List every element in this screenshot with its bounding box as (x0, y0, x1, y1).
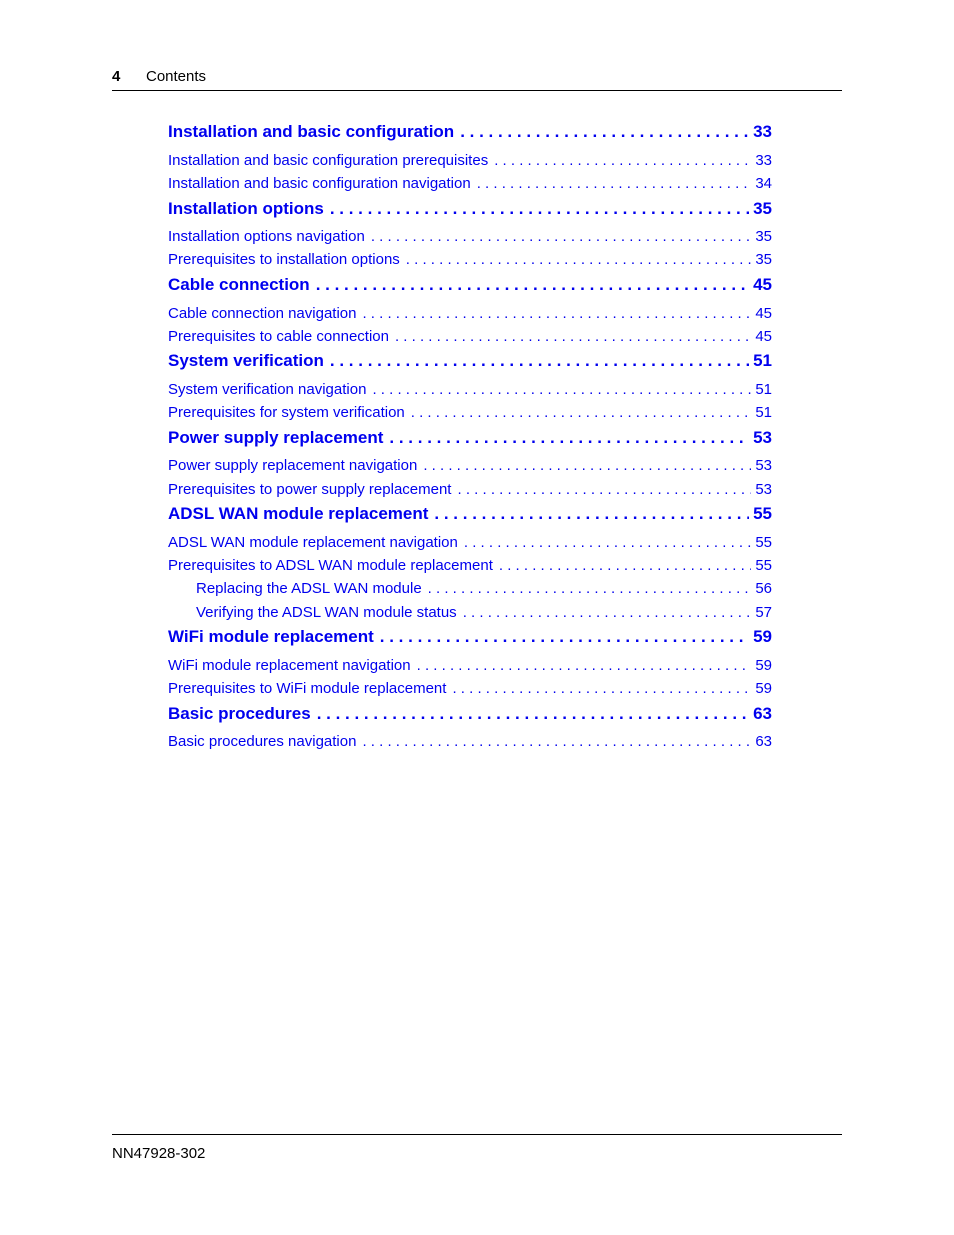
toc-page-number: 55 (753, 504, 772, 523)
toc-section-link[interactable] (168, 328, 772, 345)
toc-section-link[interactable] (168, 381, 772, 398)
toc-entry-title: WiFi module replacement navigation (168, 657, 411, 674)
toc-section-link[interactable] (196, 604, 772, 621)
toc-chapter-link[interactable] (168, 275, 772, 295)
toc-entry-title: Power supply replacement (168, 428, 384, 447)
toc-entry-title: Installation and basic configuration navigation (168, 175, 471, 192)
toc-page-number: 53 (755, 457, 772, 474)
toc-entry-title: ADSL WAN module replacement (168, 504, 429, 523)
toc-entry-title: Basic procedures navigation (168, 733, 357, 750)
dot-leader (371, 228, 752, 245)
toc-page-number: 33 (753, 122, 772, 141)
dot-leader (317, 704, 749, 724)
toc-page-number: 59 (755, 657, 772, 674)
toc-page-number: 53 (755, 481, 772, 498)
toc-section-link[interactable] (196, 580, 772, 597)
toc-page-number: 35 (753, 199, 772, 218)
toc-entry-title: Cable connection navigation (168, 305, 357, 322)
toc-section-link[interactable] (168, 251, 772, 268)
toc-entry-title: System verification (168, 351, 324, 370)
toc-entry-title: Prerequisites for system verification (168, 404, 405, 421)
toc-page-number: 34 (755, 175, 772, 192)
toc-entry-title: Prerequisites to ADSL WAN module replacement (168, 557, 493, 574)
toc-page-number: 59 (753, 627, 772, 646)
toc-section-link[interactable] (168, 404, 772, 421)
toc-page-number: 51 (753, 351, 772, 370)
toc-page-number: 33 (755, 152, 772, 169)
dot-leader (428, 580, 752, 597)
page-number: 4 (112, 68, 121, 85)
toc-entry-title: Installation and basic configuration prerequisites (168, 152, 489, 169)
dot-leader (457, 481, 751, 498)
dot-leader (460, 122, 749, 142)
toc-entry-title: System verification navigation (168, 381, 367, 398)
toc-section-link[interactable] (168, 152, 772, 169)
dot-leader (434, 504, 749, 524)
toc-entry-title: ADSL WAN module replacement navigation (168, 534, 458, 551)
dot-leader (499, 557, 751, 574)
toc-page-number: 35 (755, 251, 772, 268)
toc-chapter-link[interactable] (168, 627, 772, 647)
dot-leader (380, 627, 749, 647)
toc-chapter-link[interactable] (168, 428, 772, 448)
toc-page-number: 63 (753, 704, 772, 723)
toc-entry-title: Prerequisites to installation options (168, 251, 400, 268)
dot-leader (411, 404, 752, 421)
dot-leader (316, 275, 749, 295)
toc-section-link[interactable] (168, 534, 772, 551)
toc-entry-title: Basic procedures (168, 704, 311, 723)
toc-entry-title: WiFi module replacement (168, 627, 374, 646)
toc-section-link[interactable] (168, 305, 772, 322)
toc-page-number: 56 (755, 580, 772, 597)
toc-entry-title: Installation and basic configuration (168, 122, 455, 141)
toc-entry-title: Cable connection (168, 275, 310, 294)
toc-entry-title: Prerequisites to WiFi module replacement (168, 680, 447, 697)
dot-leader (406, 251, 752, 268)
toc-chapter-link[interactable] (168, 351, 772, 371)
toc-section-link[interactable] (168, 228, 772, 245)
dot-leader (494, 152, 751, 169)
toc-page-number: 35 (755, 228, 772, 245)
toc-section-link[interactable] (168, 457, 772, 474)
page-header (112, 68, 842, 91)
dot-leader (389, 428, 749, 448)
document-number: NN47928-302 (112, 1145, 206, 1162)
toc-page-number: 55 (755, 557, 772, 574)
section-title: Contents (146, 68, 207, 85)
dot-leader (362, 305, 751, 322)
toc-section-link[interactable] (168, 175, 772, 192)
toc-entry-title: Installation options navigation (168, 228, 365, 245)
toc-chapter-link[interactable] (168, 122, 772, 142)
toc-entry-title: Verifying the ADSL WAN module status (196, 604, 457, 621)
toc-page-number: 57 (755, 604, 772, 621)
dot-leader (417, 657, 752, 674)
toc-entry-title: Prerequisites to power supply replacement (168, 481, 452, 498)
dot-leader (452, 680, 751, 697)
toc-entry-title: Prerequisites to cable connection (168, 328, 389, 345)
toc-page-number: 53 (753, 428, 772, 447)
toc-section-link[interactable] (168, 657, 772, 674)
toc-chapter-link[interactable] (168, 199, 772, 219)
dot-leader (423, 457, 751, 474)
dot-leader (372, 381, 751, 398)
page-footer (112, 1134, 842, 1162)
toc-page-number: 59 (755, 680, 772, 697)
toc-page-number: 45 (753, 275, 772, 294)
toc-entry-title: Installation options (168, 199, 324, 218)
toc-entry-title: Replacing the ADSL WAN module (196, 580, 422, 597)
toc-page-number: 63 (755, 733, 772, 750)
toc-page-number: 51 (755, 381, 772, 398)
toc-section-link[interactable] (168, 481, 772, 498)
toc-chapter-link[interactable] (168, 504, 772, 524)
toc-page-number: 55 (755, 534, 772, 551)
toc-section-link[interactable] (168, 733, 772, 750)
dot-leader (330, 199, 749, 219)
toc-chapter-link[interactable] (168, 704, 772, 724)
dot-leader (463, 604, 752, 621)
toc-page-number: 45 (755, 305, 772, 322)
toc-page-number: 45 (755, 328, 772, 345)
toc-section-link[interactable] (168, 680, 772, 697)
dot-leader (477, 175, 752, 192)
dot-leader (395, 328, 751, 345)
toc-section-link[interactable] (168, 557, 772, 574)
toc-page-number: 51 (755, 404, 772, 421)
dot-leader (464, 534, 751, 551)
dot-leader (330, 351, 749, 371)
toc-entry-title: Power supply replacement navigation (168, 457, 418, 474)
dot-leader (362, 733, 751, 750)
